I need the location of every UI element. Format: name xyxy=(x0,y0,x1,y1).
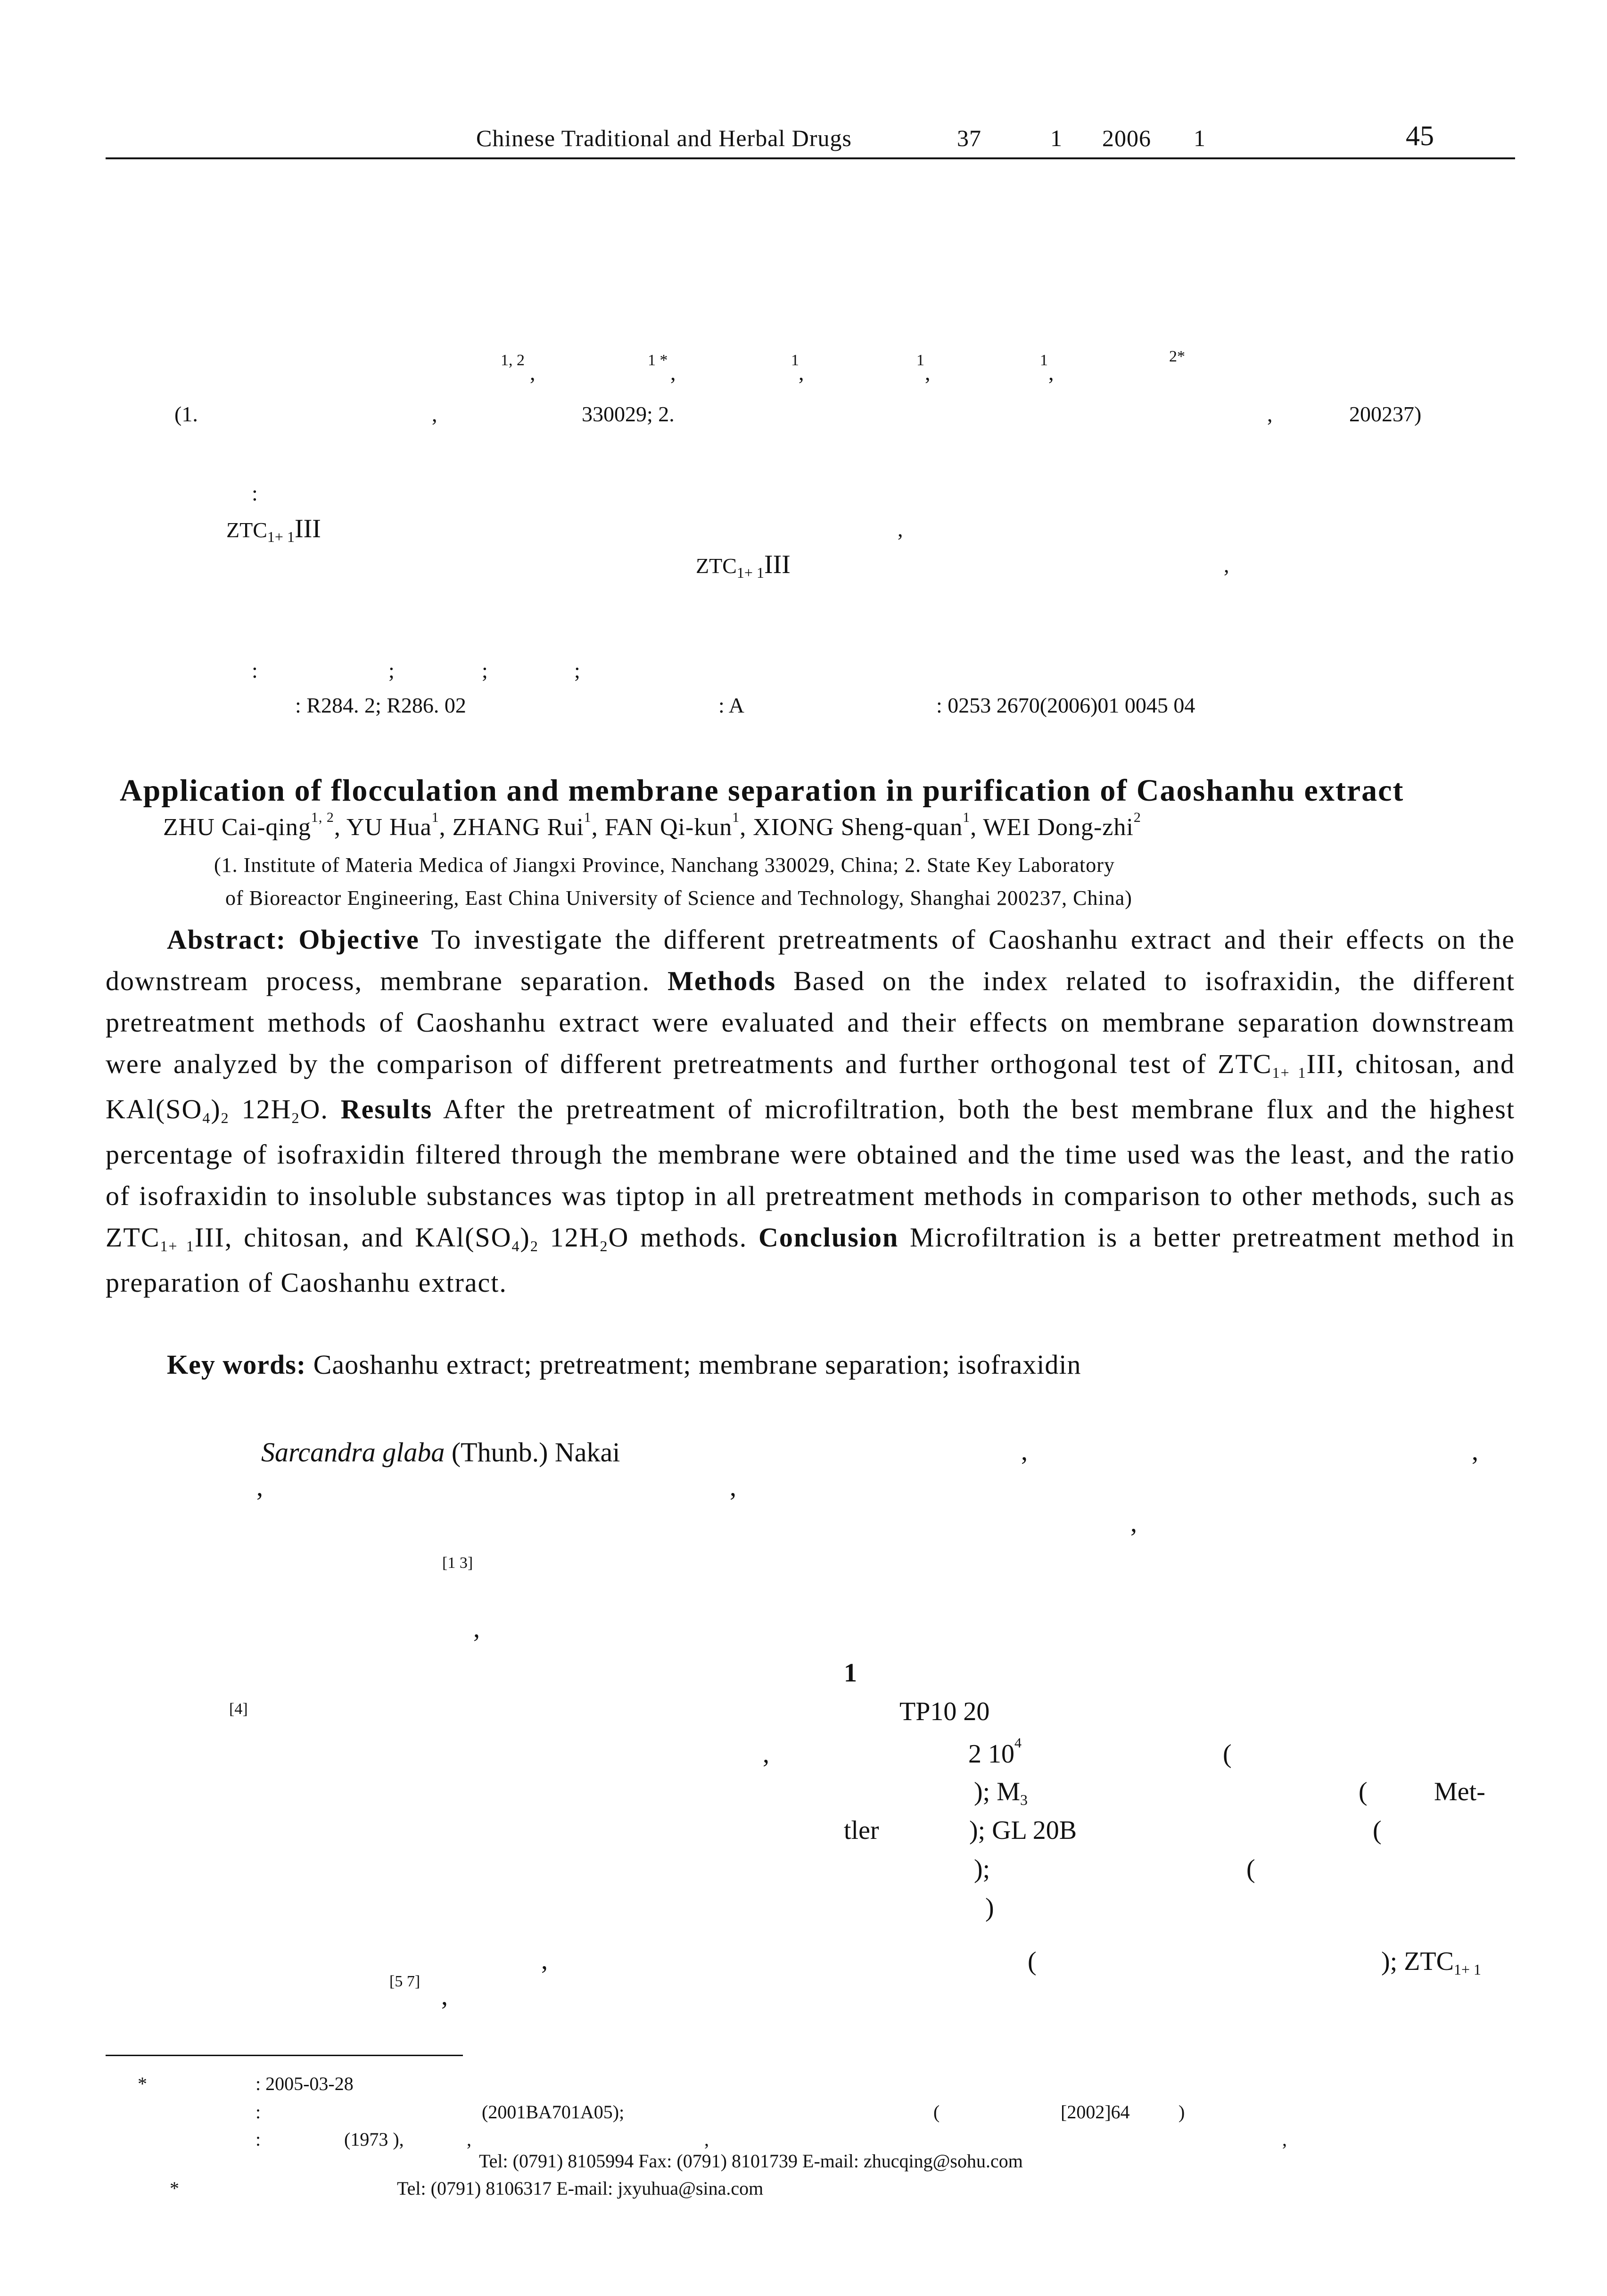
author-4: FAN Qi-kun xyxy=(604,814,733,841)
footnote-rule xyxy=(106,2055,463,2056)
body-right-paren-2: ( xyxy=(1359,1777,1368,1806)
methods-tail4: O. xyxy=(300,1094,329,1124)
english-title: Application of flocculation and membrane separation in purification of Caoshanhu extract xyxy=(120,773,1404,808)
cn-abstract-comma-1: , xyxy=(898,517,903,541)
cn-author-mark-6: 2* xyxy=(1169,348,1185,365)
cn-author-mark-5: 1 xyxy=(1040,352,1048,369)
body-right-close-2: ) xyxy=(985,1893,994,1922)
cn-abstract-ztc-1 xyxy=(226,514,321,544)
cn-ztc2-label: ZTC xyxy=(696,554,737,578)
cn-ztc-num: III xyxy=(294,514,321,543)
footnote-fund-number: (2001BA701A05); xyxy=(482,2101,625,2123)
cn-abstract-colon: : xyxy=(252,481,258,505)
author-3: ZHANG Rui xyxy=(452,814,584,841)
cn-author-sep-3: , xyxy=(799,361,804,385)
ztc-reagent-sub: 1+ 1 xyxy=(1453,1961,1482,1978)
footnote-contact-1: Tel: (0791) 8105994 Fax: (0791) 8101739 E-mail: zhucqing@sohu.com xyxy=(479,2150,1023,2172)
section-heading-number: 1 xyxy=(844,1658,857,1688)
footnote-bio-comma-2: , xyxy=(704,2129,709,2150)
concentration-exp: 4 xyxy=(1014,1735,1022,1751)
cn-affiliation-zip2: 200237) xyxy=(1349,402,1422,426)
author-1: ZHU Cai-qing xyxy=(163,814,311,841)
body-left-comma-f: , xyxy=(473,1614,480,1643)
cn-clc-number: : R284. 2; R286. 02 xyxy=(295,693,466,717)
body-left-comma-g: , xyxy=(541,1946,548,1975)
cn-author-mark-3: 1 xyxy=(791,352,799,369)
footnote-star: * xyxy=(138,2073,147,2094)
body-ztc-reagent xyxy=(1381,1946,1481,1976)
results-tail4: O methods. xyxy=(608,1222,748,1253)
cn-affiliation-zip1: 330029; 2. xyxy=(582,402,675,426)
author-3-affil: 1 xyxy=(584,810,592,825)
species-authority: (Thunb.) Nakai xyxy=(451,1437,620,1468)
footnote-bio-comma-3: , xyxy=(1282,2129,1287,2150)
objective-label: Objective xyxy=(298,924,420,955)
cn-author-mark-2: 1 * xyxy=(648,352,668,369)
body-left-comma-d: , xyxy=(730,1473,736,1502)
results-tail: III, chitosan, and KAl(SO xyxy=(194,1222,512,1253)
body-left-comma-e: , xyxy=(1130,1509,1137,1538)
author-5-affil: 1 xyxy=(963,810,971,825)
body-mettler-a: Met- xyxy=(1434,1777,1485,1806)
footnote-contact-2: Tel: (0791) 8106317 E-mail: jxyuhua@sina.com xyxy=(397,2178,764,2199)
cn-author-sep-4: , xyxy=(925,361,931,385)
footnote-fund-number-2: [2002]64 xyxy=(1061,2101,1130,2123)
author-5: XIONG Sheng-quan xyxy=(753,814,963,841)
body-gl-model: ); GL 20B xyxy=(969,1816,1077,1845)
cn-keywords-colon: : xyxy=(252,658,258,682)
body-right-close-1: ); xyxy=(974,1854,990,1884)
cn-affiliation-comma2: , xyxy=(1267,402,1273,426)
cn-ztc-label: ZTC xyxy=(226,518,267,542)
english-keywords xyxy=(167,1349,1081,1380)
author-2-affil: 1 xyxy=(431,810,439,825)
body-right-paren-5: ( xyxy=(1028,1947,1037,1976)
body-right-paren-1: ( xyxy=(1223,1739,1232,1769)
english-authors: ZHU Cai-qing$^{1, 2}$, YU Hua$^1$, ZHANG Rui$^1$, FAN Qi-kun$^1$, XIONG Sheng-quan$^1$, WEI Dong-zhi$^2$ xyxy=(163,810,1141,841)
concentration-value: 2 10 xyxy=(968,1739,1014,1769)
methods-tail2: ) xyxy=(211,1094,221,1124)
cn-author-mark-4: 1 xyxy=(916,352,924,369)
results-sub2: 4 xyxy=(511,1238,520,1255)
m3-sub: 3 xyxy=(1020,1791,1028,1808)
objective-text: To investigate the different pretreatments of Caoshanhu extract and their effects on the downstream process, membrane separation. xyxy=(106,924,1515,996)
author-6: WEI Dong-zhi xyxy=(983,814,1134,841)
footnote-received: : 2005-03-28 xyxy=(255,2073,354,2094)
cn-author-sep-1: , xyxy=(530,361,536,385)
footnote-star-2: * xyxy=(170,2178,179,2199)
english-affiliation-line-2: of Bioreactor Engineering, East China University of Science and Technology, Shanghai 200237, China) xyxy=(225,886,1132,910)
body-right-comma-1: , xyxy=(763,1739,769,1769)
conclusion-text: Microfiltration is a better pretreatment method in preparation of Caoshanhu extract. xyxy=(106,1222,1515,1298)
cn-article-id: : 0253 2670(2006)01 0045 04 xyxy=(936,693,1195,717)
body-tp-model: TP10 20 xyxy=(899,1697,990,1726)
m3-label: ); M xyxy=(974,1777,1020,1806)
results-tail2: ) xyxy=(520,1222,530,1253)
ztc-reagent-label: ); ZTC xyxy=(1381,1947,1454,1976)
results-sub3: 2 xyxy=(530,1238,539,1255)
methods-sub2: 4 xyxy=(202,1109,211,1126)
running-header-volume: 37 xyxy=(957,125,981,151)
author-2: YU Hua xyxy=(346,814,432,841)
footnote-bio-comma-1: , xyxy=(467,2129,471,2150)
methods-tail3: 12H xyxy=(229,1094,292,1124)
species-italic: Sarcandra glaba xyxy=(261,1437,445,1468)
footnote-bio-year: (1973 ), xyxy=(344,2129,404,2150)
header-rule xyxy=(106,157,1515,159)
cn-author-mark-1: 1, 2 xyxy=(501,352,525,369)
results-text: After the pretreatment of microfiltration, both the best membrane flux and the highest percentage of isofraxidin filtered through the membrane were obtained and the time used was the least, and the ratio of isofraxidin to insoluble substances was tiptop in all pretreatment methods in comparison to other methods, such as ZTC xyxy=(106,1094,1516,1253)
results-sub: 1+ 1 xyxy=(160,1238,195,1255)
running-header-journal: Chinese Traditional and Herbal Drugs xyxy=(476,125,852,151)
footnote-fund-paren: ( xyxy=(933,2101,940,2123)
body-left-comma-a: , xyxy=(1021,1437,1028,1466)
abstract-label: Abstract: xyxy=(167,924,287,955)
results-label: Results xyxy=(340,1094,433,1124)
cn-ztc2-sub: 1+ 1 xyxy=(736,564,764,581)
cn-abstract-comma-2: , xyxy=(1224,553,1229,577)
author-6-affil: 2 xyxy=(1133,810,1141,825)
results-tail3: 12H xyxy=(538,1222,600,1253)
running-header-year: 2006 xyxy=(1102,125,1151,151)
body-left-comma-c: , xyxy=(256,1473,263,1502)
body-ref-1-3: [1 3] xyxy=(442,1554,473,1572)
methods-tail: III, chitosan, and KAl(SO xyxy=(106,1049,1515,1124)
body-right-paren-3: ( xyxy=(1373,1816,1382,1845)
body-m3-model xyxy=(974,1777,1028,1807)
footnote-fund-close: ) xyxy=(1178,2101,1185,2123)
body-species-name xyxy=(261,1436,620,1468)
page-number: 45 xyxy=(1406,120,1434,151)
author-1-affil: 1, 2 xyxy=(311,810,334,825)
english-affiliation-line-1: (1. Institute of Materia Medica of Jiangxi Province, Nanchang 330029, China; 2. State Key Laboratory xyxy=(214,853,1115,877)
author-4-affil: 1 xyxy=(732,810,740,825)
cn-affiliation-comma1: , xyxy=(432,402,437,426)
body-mettler-b: tler xyxy=(844,1816,879,1845)
body-concentration xyxy=(968,1735,1022,1769)
methods-sub4: 2 xyxy=(291,1109,300,1126)
methods-sub3: 2 xyxy=(221,1109,230,1126)
methods-sub: 1+ 1 xyxy=(1272,1064,1307,1081)
cn-keywords-sep-3: ; xyxy=(574,658,580,682)
cn-abstract-ztc-2 xyxy=(696,549,791,580)
english-abstract xyxy=(106,919,1515,1304)
body-left-comma-h: , xyxy=(441,1982,448,2011)
cn-keywords-sep-2: ; xyxy=(482,658,488,682)
methods-label: Methods xyxy=(668,966,776,996)
body-ref-5-7: [5 7] xyxy=(389,1973,420,1990)
cn-author-sep-2: , xyxy=(670,361,676,385)
footnote-fund-colon: : xyxy=(255,2101,261,2123)
keywords-text: Caoshanhu extract; pretreatment; membrane separation; isofraxidin xyxy=(313,1349,1081,1380)
cn-document-code: : A xyxy=(718,693,744,717)
cn-ztc-sub: 1+ 1 xyxy=(267,528,295,545)
cn-keywords-sep-1: ; xyxy=(388,658,395,682)
footnote-bio-colon: : xyxy=(255,2129,261,2150)
keywords-label: Key words: xyxy=(167,1349,306,1380)
conclusion-label: Conclusion xyxy=(758,1222,899,1253)
cn-author-sep-5: , xyxy=(1048,361,1054,385)
body-right-paren-4: ( xyxy=(1246,1854,1255,1884)
cn-affiliation-open: (1. xyxy=(174,402,198,426)
results-sub4: 2 xyxy=(600,1238,609,1255)
body-ref-4: [4] xyxy=(229,1700,248,1718)
running-header-month: 1 xyxy=(1194,125,1206,151)
running-header-issue: 1 xyxy=(1050,125,1063,151)
cn-ztc2-num: III xyxy=(764,550,791,579)
body-left-comma-b: , xyxy=(1472,1437,1478,1466)
methods-text: Based on the index related to isofraxidin, the different pretreatment methods of Caoshanhu extract were evaluated and their effects on membrane separation downstream were analyzed by the comparison of different pretreatments and further orthogonal test of ZTC xyxy=(106,966,1516,1079)
